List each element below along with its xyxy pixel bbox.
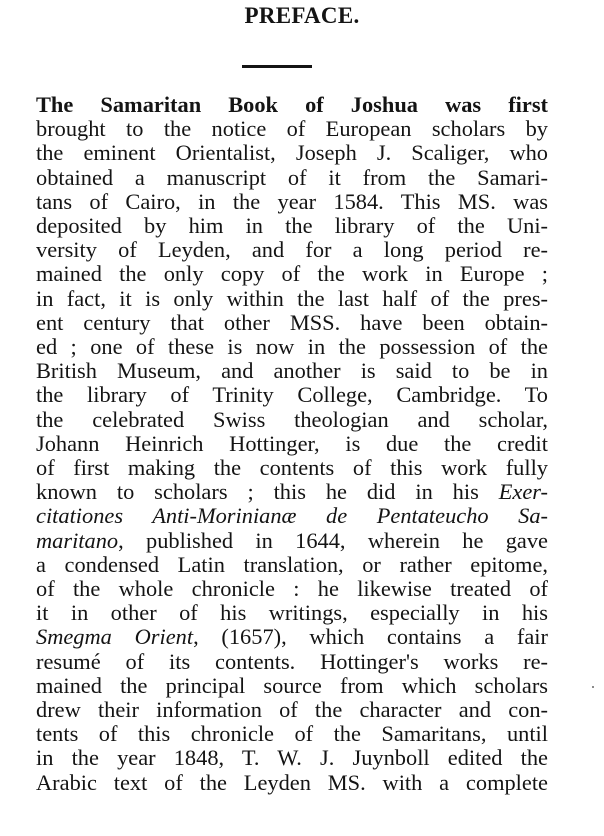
text-line: obtained a manuscript of it from the Samari- xyxy=(36,164,548,190)
text-line: brought to the notice of European scholars by xyxy=(36,116,548,142)
text-line: Smegma Orient, (1657), which contains a fair xyxy=(36,624,548,650)
text-line: resumé of its contents. Hottinger's works re- xyxy=(36,648,548,674)
text-line: mained the principal source from which scholars xyxy=(36,672,548,698)
paper-speck xyxy=(592,686,594,688)
text-line: tents of this chronicle of the Samaritans, until xyxy=(36,721,548,747)
heading-rule xyxy=(242,65,312,68)
text-line: of the whole chronicle : he likewise treated of xyxy=(36,576,548,602)
text-line: deposited by him in the library of the Uni- xyxy=(36,213,548,239)
text-line: in the year 1848, T. W. J. Juynboll edited the xyxy=(36,745,548,771)
text-line: the eminent Orientalist, Joseph J. Scaliger, who xyxy=(36,140,548,166)
text-line: a condensed Latin translation, or rather epitome, xyxy=(36,551,548,577)
text-line: versity of Leyden, and for a long period re- xyxy=(36,237,548,263)
text-line: the library of Trinity College, Cambridge. To xyxy=(36,382,548,408)
text-line: tans of Cairo, in the year 1584. This MS. was xyxy=(36,188,548,214)
text-line: Arabic text of the Leyden MS. with a complete xyxy=(36,769,548,795)
text-line: ent century that other MSS. have been obtain- xyxy=(36,309,548,335)
text-line: Johann Heinrich Hottinger, is due the credit xyxy=(36,430,548,456)
text-line: of first making the contents of this work fully xyxy=(36,455,548,481)
text-line: the celebrated Swiss theologian and scholar, xyxy=(36,406,548,432)
text-line: it in other of his writings, especially in his xyxy=(36,600,548,626)
text-line: drew their information of the character and con- xyxy=(36,697,548,723)
text-line: known to scholars ; this he did in his Exer- xyxy=(36,479,548,505)
italic-title: Smegma Orient xyxy=(36,624,194,650)
text-line: in fact, it is only within the last half of the pres- xyxy=(36,285,548,311)
text-line: citationes Anti-Morinianæ de Pentateucho Sa- xyxy=(36,503,548,529)
text-line: British Museum, and another is said to be in xyxy=(36,358,548,384)
text-line: ed ; one of these is now in the possession of the xyxy=(36,334,548,360)
page-heading: PREFACE. xyxy=(244,3,360,28)
text-line: mained the only copy of the work in Europe ; xyxy=(36,261,548,287)
text-line: maritano, published in 1644, wherein he gave xyxy=(36,527,548,553)
italic-title: maritano xyxy=(36,527,119,553)
italic-title: Exer- xyxy=(498,479,548,505)
text-line: The Samaritan Book of Joshua was first xyxy=(36,92,549,117)
preface-paragraph xyxy=(36,93,548,795)
